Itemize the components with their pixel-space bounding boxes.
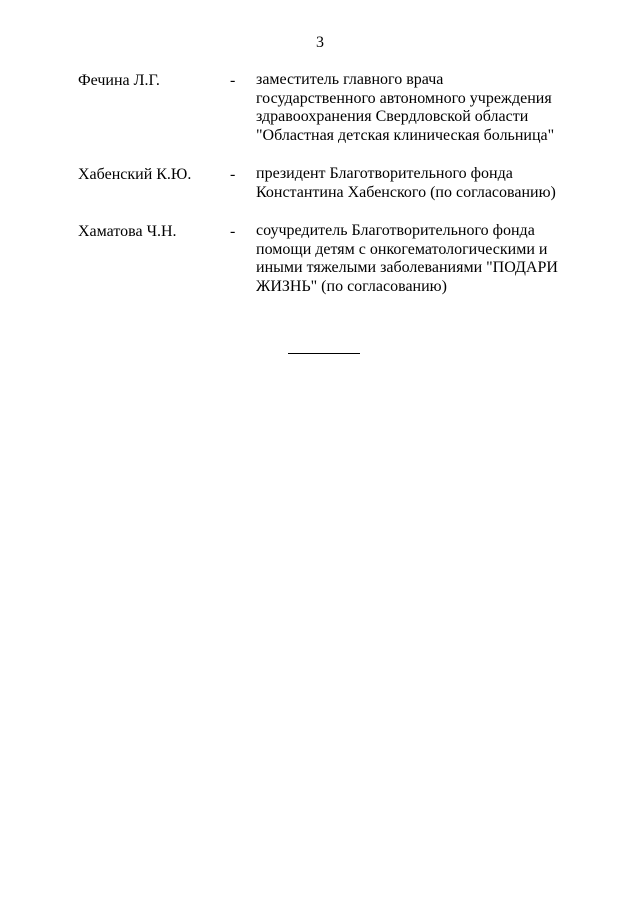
member-dash: - <box>230 223 236 240</box>
end-of-list-rule <box>288 353 360 354</box>
member-entry <box>78 71 578 145</box>
member-description-line: государственного автономного учреждения <box>256 89 552 107</box>
member-description-line: заместитель главного врача <box>256 71 444 88</box>
member-name: Хабенский К.Ю. <box>78 166 192 183</box>
member-entry <box>78 165 578 202</box>
member-description-line: "Областная детская клиническая больница" <box>256 126 555 144</box>
member-description-line: Константина Хабенского (по согласованию) <box>256 183 556 201</box>
member-list <box>78 71 578 316</box>
member-dash: - <box>230 72 236 89</box>
member-description <box>256 71 578 145</box>
member-description-line: здравоохранения Свердловской области <box>256 108 529 125</box>
member-description-line: иными тяжелыми заболеваниями "ПОДАРИ <box>256 259 558 276</box>
member-description <box>256 165 578 202</box>
member-description-line: президент Благотворительного фонда <box>256 165 513 182</box>
member-description-line: ЖИЗНЬ" (по согласованию) <box>256 277 447 295</box>
page-number: 3 <box>316 34 324 51</box>
member-name: Фечина Л.Г. <box>78 72 160 89</box>
member-description-line: помощи детям с онкогематологическими и <box>256 240 548 258</box>
member-description <box>256 222 578 296</box>
member-description-line: соучредитель Благотворительного фонда <box>256 222 535 239</box>
member-entry <box>78 222 578 296</box>
member-dash: - <box>230 166 236 183</box>
member-name: Хаматова Ч.Н. <box>78 223 177 240</box>
